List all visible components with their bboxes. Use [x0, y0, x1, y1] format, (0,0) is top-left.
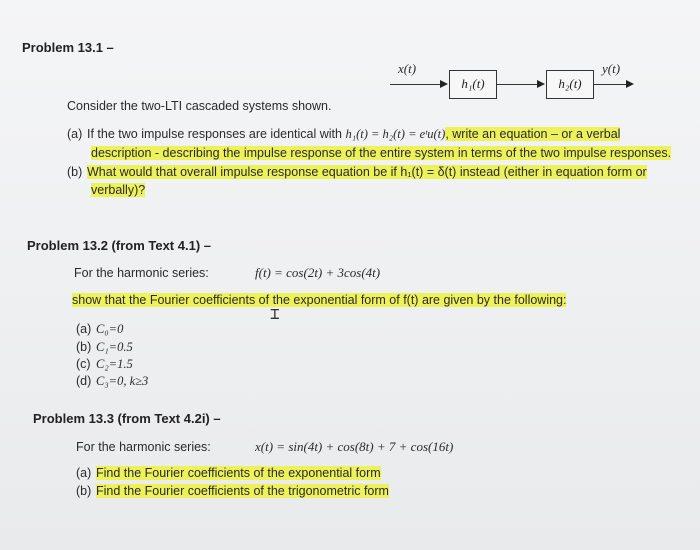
problem-13-3-series-label: For the harmonic series: — [76, 440, 211, 454]
problem-13-3-title: Problem 13.3 (from Text 4.2i) – — [33, 411, 221, 426]
list-item-label: (a) — [76, 466, 92, 480]
item-a-text-pre: If the two impulse responses are identical with — [87, 127, 346, 141]
problem-13-1-item-b-line2 — [91, 183, 145, 197]
list-item-label: (a) — [76, 322, 92, 336]
problem-13-2-instruction-highlight: show that the Fourier coefficients of the exponential form of f(t) are given by the following: — [72, 293, 567, 307]
diagram-box-h1: h₁(t) — [449, 70, 497, 99]
list-item-value: C₂=1.5 — [96, 357, 133, 371]
problem-13-2-instruction — [72, 293, 566, 307]
list-item-value: C₃=0, k≥3 — [96, 374, 149, 388]
text-cursor-icon: ⌶ — [270, 304, 280, 323]
diagram-arrow-2-icon — [537, 80, 545, 88]
item-b-highlight-2: verbally)? — [91, 183, 146, 197]
problem-13-2-item-a — [76, 322, 123, 337]
problem-13-3-item-b — [76, 484, 389, 498]
item-a-label: (a) — [67, 127, 83, 141]
diagram-middle-line — [496, 84, 538, 85]
problem-13-2-series-equation: f(t) = cos(2t) + 3cos(4t) — [255, 265, 381, 280]
list-item-highlight: Find the Fourier coefficients of the exponential form — [96, 466, 381, 480]
list-item-label: (b) — [76, 484, 92, 498]
problem-13-1-item-a-line2 — [91, 146, 671, 160]
problem-13-1-intro: Consider the two-LTI cascaded systems shown. — [67, 99, 332, 113]
diagram-input-label: x(t) — [398, 61, 417, 76]
list-item-label: (d) — [76, 374, 92, 388]
list-item-label: (b) — [76, 340, 92, 354]
problem-13-2-series-label: For the harmonic series: — [74, 266, 209, 280]
item-b-highlight-1: What would that overall impulse response equation be if h₁(t) = δ(t) instead (either in equation form or — [87, 165, 647, 179]
item-a-math: h₁(t) = h₂(t) = eᵗu(t) — [345, 127, 446, 141]
item-a-highlight-2: description - describing the impulse response of the entire system in terms of the two impulse responses. — [91, 146, 672, 160]
problem-13-2-title: Problem 13.2 (from Text 4.1) – — [27, 238, 211, 253]
list-item-highlight: Find the Fourier coefficients of the trigonometric form — [96, 484, 389, 498]
item-a-highlight-1: , write an equation – or a verbal — [445, 127, 621, 141]
diagram-arrow-1-icon — [440, 80, 448, 88]
problem-13-3-series-equation: x(t) = sin(4t) + cos(8t) + 7 + cos(16t) — [255, 439, 454, 454]
problem-13-1-title: Problem 13.1 – — [22, 40, 114, 55]
problem-13-3-item-a — [76, 466, 381, 480]
list-item-label: (c) — [76, 357, 91, 371]
problem-13-2-item-b — [76, 340, 133, 355]
diagram-arrow-3-icon — [626, 80, 634, 88]
diagram-output-label: y(t) — [602, 61, 621, 76]
list-item-value: C₀=0 — [96, 322, 124, 336]
problem-13-1-item-a-line1 — [67, 127, 620, 142]
diagram-box-h2: h₂(t) — [546, 70, 594, 99]
problem-13-2-item-d — [76, 374, 148, 389]
list-item-value: C₁=0.5 — [96, 340, 133, 354]
problem-13-1-item-b-line1 — [67, 165, 647, 179]
diagram-input-line — [390, 84, 442, 85]
diagram-output-line — [593, 84, 628, 85]
item-b-label: (b) — [67, 165, 83, 179]
problem-13-2-item-c — [76, 357, 133, 372]
